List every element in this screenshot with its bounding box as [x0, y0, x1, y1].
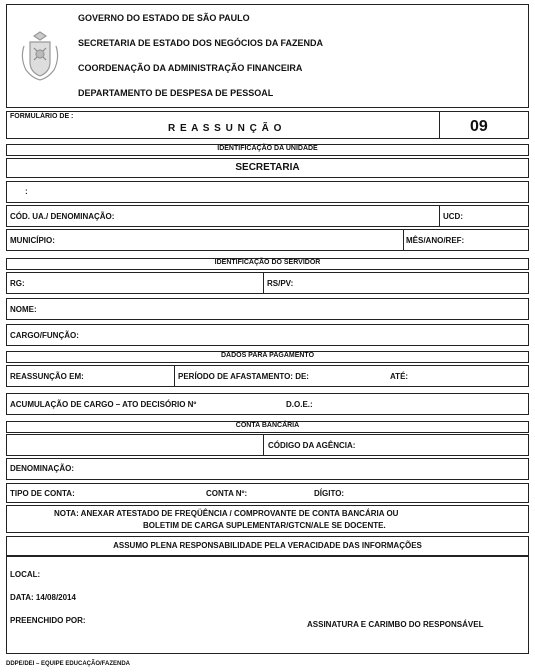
servidor-section-title: IDENTIFICAÇÃO DO SERVIDOR — [214, 259, 321, 266]
cod-ua-input[interactable] — [135, 211, 430, 223]
cod-ua-label: CÓD. UA./ DENOMINAÇÃO: — [10, 212, 115, 221]
header-line-governo: GOVERNO DO ESTADO DE SÃO PAULO — [78, 13, 250, 23]
rg-label: RG: — [10, 279, 25, 288]
local-label: LOCAL: — [10, 570, 41, 579]
denominacao-label: DENOMINAÇÃO: — [10, 464, 74, 473]
mes-ano-divider — [403, 229, 404, 251]
nota-line-1: NOTA: ANEXAR ATESTADO DE FREQÜÊNCIA / COMPROVANTE DE CONTA BANCÁRIA OU — [54, 509, 399, 518]
digito-label: DÍGITO: — [314, 489, 345, 498]
cargo-input[interactable] — [95, 330, 520, 342]
rg-input[interactable] — [28, 278, 256, 290]
reassuncao-em-label: REASSUNÇÃO EM: — [10, 372, 84, 381]
pagamento-section-title: DADOS PARA PAGAMENTO — [220, 352, 315, 359]
cargo-label: CARGO/FUNÇÃO: — [10, 331, 79, 340]
header-line-departamento: DEPARTAMENTO DE DESPESA DE PESSOAL — [78, 88, 274, 98]
municipio-label: MUNICÍPIO: — [10, 236, 55, 245]
acumulacao-label: ACUMULAÇÃO DE CARGO – ATO DECISÓRIO Nº — [10, 400, 197, 409]
header-line-coordenacao: COORDENAÇÃO DA ADMINISTRAÇÃO FINANCEIRA — [78, 63, 303, 73]
banco-input[interactable] — [10, 440, 255, 452]
nome-label: NOME: — [10, 305, 37, 314]
denominacao-input[interactable] — [90, 463, 520, 475]
periodo-afastamento-label: PERÍODO DE AFASTAMENTO: DE: — [178, 372, 309, 381]
form-number: 09 — [470, 118, 488, 135]
mes-ano-ref-label: MÊS/ANO/REF: — [406, 236, 465, 245]
form-number-divider — [439, 111, 440, 139]
doe-input[interactable] — [318, 399, 518, 411]
unit-section-title: IDENTIFICAÇÃO DA UNIDADE — [217, 145, 318, 152]
ucd-divider — [439, 205, 440, 227]
data-label: DATA: 14/08/2014 — [10, 593, 76, 602]
rs-pv-divider — [263, 272, 264, 294]
ate-label: ATÉ: — [390, 372, 409, 381]
agencia-divider — [263, 434, 264, 456]
preenchido-por-input[interactable] — [100, 615, 290, 627]
tipo-conta-input[interactable] — [92, 488, 197, 500]
codigo-agencia-input[interactable] — [372, 440, 522, 452]
doe-label: D.O.E.: — [286, 400, 313, 409]
header-line-secretaria: SECRETARIA DE ESTADO DOS NEGÓCIOS DA FAZENDA — [78, 38, 324, 48]
footer-text: DDPE/DEI – EQUIPE EDUCAÇÃO/FAZENDA — [6, 661, 131, 667]
conta-no-label: CONTA Nº: — [206, 489, 248, 498]
conta-section-title: CONTA BANCÁRIA — [235, 422, 300, 429]
colon-label: : — [25, 187, 28, 196]
ate-input[interactable] — [412, 371, 522, 383]
assinatura-label: ASSINATURA E CARIMBO DO RESPONSÁVEL — [307, 620, 484, 629]
sao-paulo-coat-of-arms-icon — [16, 28, 64, 84]
ucd-label: UCD: — [443, 212, 463, 221]
local-input[interactable] — [48, 569, 348, 581]
conta-no-input[interactable] — [260, 488, 310, 500]
reassuncao-em-input[interactable] — [100, 371, 170, 383]
tipo-conta-label: TIPO DE CONTA: — [10, 489, 75, 498]
colon-input[interactable] — [35, 187, 515, 199]
nota-line-2: BOLETIM DE CARGA SUPLEMENTAR/GTCN/ALE SE DOCENTE. — [143, 521, 386, 530]
municipio-input[interactable] — [62, 235, 397, 247]
digito-input[interactable] — [352, 488, 517, 500]
responsabilidade-statement: ASSUMO PLENA RESPONSABILIDADE PELA VERACIDADE DAS INFORMAÇÕES — [113, 541, 422, 550]
form-title: R E A S S U N Ç Ã O — [168, 123, 283, 134]
form-label: FORMULÁRIO DE : — [10, 113, 74, 120]
ucd-input[interactable] — [468, 211, 523, 223]
periodo-divider — [174, 365, 175, 387]
secretaria-label: SECRETARIA — [235, 162, 300, 173]
rs-pv-input[interactable] — [302, 278, 522, 290]
codigo-agencia-label: CÓDIGO DA AGÊNCIA: — [268, 441, 356, 450]
periodo-de-input[interactable] — [332, 371, 387, 383]
mes-ano-ref-input[interactable] — [470, 235, 525, 247]
ato-decisorio-input[interactable] — [210, 399, 280, 411]
rs-pv-label: RS/PV: — [267, 279, 294, 288]
nome-input[interactable] — [45, 304, 520, 316]
preenchido-por-label: PREENCHIDO POR: — [10, 616, 86, 625]
